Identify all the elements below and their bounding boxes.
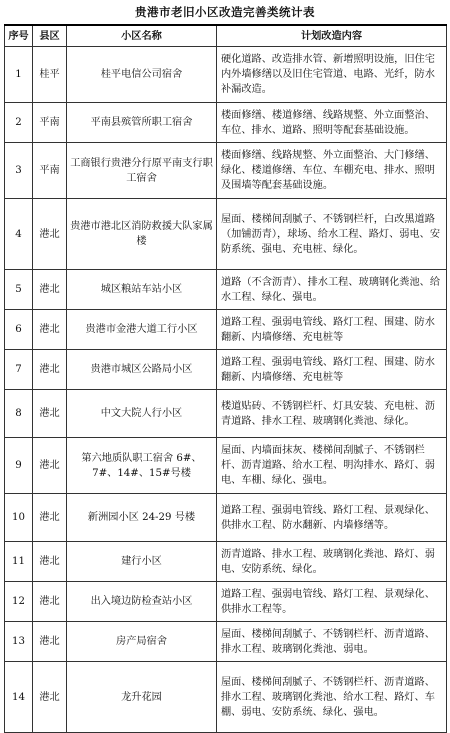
row-county: 港北: [33, 270, 67, 310]
document: [4, 0, 446, 733]
row-number: 4: [5, 199, 33, 270]
row-county: 港北: [33, 662, 67, 733]
row-plan-content: 道路（不含沥青）、排水工程、玻璃钢化粪池、给水工程、绿化、强电。: [217, 270, 447, 310]
row-county: 港北: [33, 310, 67, 350]
table-row: [5, 438, 447, 494]
row-plan-content: 道路工程、强弱电管线、路灯工程、景观绿化、供排水工程等。: [217, 582, 447, 622]
table-row: [5, 103, 447, 143]
row-community-name: 建行小区: [67, 542, 217, 582]
row-plan-content: 道路工程、强弱电管线、路灯工程、围建、防水翻新、内墙修缮、充电桩等: [217, 350, 447, 390]
row-community-name: 出入境边防检查站小区: [67, 582, 217, 622]
row-number: 11: [5, 542, 33, 582]
row-number: 1: [5, 47, 33, 103]
table-row: [5, 143, 447, 199]
row-community-name: 第六地质队职工宿舍 6#、7#、14#、15#号楼: [67, 438, 217, 494]
row-number: 14: [5, 662, 33, 733]
table-row: [5, 662, 447, 733]
table-row: [5, 494, 447, 542]
table-row: [5, 310, 447, 350]
row-community-name: 中文大院人行小区: [67, 390, 217, 438]
row-community-name: 贵港市城区公路局小区: [67, 350, 217, 390]
row-plan-content: 楼面修缮、楼道修缮、线路规整、外立面整治、车位、排水、道路、照明等配套基础设施。: [217, 103, 447, 143]
row-plan-content: 硬化道路、改造排水管、新增照明设施，旧住宅内外墙修缮以及旧住宅管道、电路、光纤，防水补漏改造。: [217, 47, 447, 103]
row-number: 12: [5, 582, 33, 622]
row-plan-content: 道路工程、强弱电管线、路灯工程、围建、防水翻新、内墙修缮、充电桩等: [217, 310, 447, 350]
table-row: [5, 582, 447, 622]
table-row: [5, 622, 447, 662]
row-plan-content: 屋面、楼梯间刮腻子、不锈钢栏杆，白改黑道路（加铺沥青），球场、给水工程、路灯、弱电、安防系统、强电、充电桩、绿化。: [217, 199, 447, 270]
row-plan-content: 楼道贴砖、不锈钢栏杆、灯具安装、充电桩、沥青道路、排水工程、玻璃钢化粪池、绿化。: [217, 390, 447, 438]
row-county: 港北: [33, 542, 67, 582]
header-row: [5, 25, 447, 47]
header-name: 小区名称: [67, 25, 217, 47]
row-county: 港北: [33, 438, 67, 494]
row-county: 桂平: [33, 47, 67, 103]
row-community-name: 房产局宿舍: [67, 622, 217, 662]
row-number: 7: [5, 350, 33, 390]
row-number: 9: [5, 438, 33, 494]
table-row: [5, 542, 447, 582]
header-county: 县区: [33, 25, 67, 47]
row-community-name: 贵港市港北区消防救援大队家属楼: [67, 199, 217, 270]
table-row: [5, 350, 447, 390]
row-county: 港北: [33, 582, 67, 622]
row-community-name: 平南县殡管所职工宿舍: [67, 103, 217, 143]
row-plan-content: 道路工程、强弱电管线、路灯工程、景观绿化、供排水工程、防水翻新、内墙修缮等。: [217, 494, 447, 542]
row-community-name: 新洲园小区 24-29 号楼: [67, 494, 217, 542]
row-county: 港北: [33, 494, 67, 542]
table-row: [5, 47, 447, 103]
table-title: 贵港市老旧小区改造完善类统计表: [135, 5, 315, 19]
row-plan-content: 楼面修缮、线路规整、外立面整治、大门修缮、绿化、楼道修缮、车位、车棚充电、排水、照明及围墙等配套基础设施。: [217, 143, 447, 199]
row-community-name: 桂平电信公司宿舍: [67, 47, 217, 103]
row-number: 8: [5, 390, 33, 438]
header-no: 序号: [5, 25, 33, 47]
row-community-name: 工商银行贵港分行原平南支行职工宿舍: [67, 143, 217, 199]
row-plan-content: 沥青道路、排水工程、玻璃钢化粪池、路灯、弱电、安防系统、绿化。: [217, 542, 447, 582]
row-community-name: 城区粮站车站小区: [67, 270, 217, 310]
row-number: 2: [5, 103, 33, 143]
table-row: [5, 270, 447, 310]
header-content: 计划改造内容: [217, 25, 447, 47]
row-number: 10: [5, 494, 33, 542]
row-plan-content: 屋面、内墙面抹灰、楼梯间刮腻子、不锈钢栏杆、沥青道路、给水工程、明沟排水、路灯、弱电、车棚、绿化、强电。: [217, 438, 447, 494]
row-county: 平南: [33, 103, 67, 143]
renovation-table: [4, 24, 447, 733]
row-community-name: 贵港市金港大道工行小区: [67, 310, 217, 350]
row-county: 港北: [33, 199, 67, 270]
table-row: [5, 390, 447, 438]
row-number: 5: [5, 270, 33, 310]
row-county: 港北: [33, 350, 67, 390]
table-row: [5, 199, 447, 270]
row-county: 平南: [33, 143, 67, 199]
row-county: 港北: [33, 622, 67, 662]
row-community-name: 龙升花园: [67, 662, 217, 733]
row-plan-content: 屋面、楼梯间刮腻子、不锈钢栏杆、沥青道路、排水工程、玻璃钢化粪池、给水工程、路灯、车棚、弱电、安防系统、绿化、强电。: [217, 662, 447, 733]
row-number: 6: [5, 310, 33, 350]
row-county: 港北: [33, 390, 67, 438]
row-plan-content: 屋面、楼梯间刮腻子、不锈钢栏杆、沥青道路、排水工程、玻璃钢化粪池、弱电。: [217, 622, 447, 662]
row-number: 13: [5, 622, 33, 662]
row-number: 3: [5, 143, 33, 199]
